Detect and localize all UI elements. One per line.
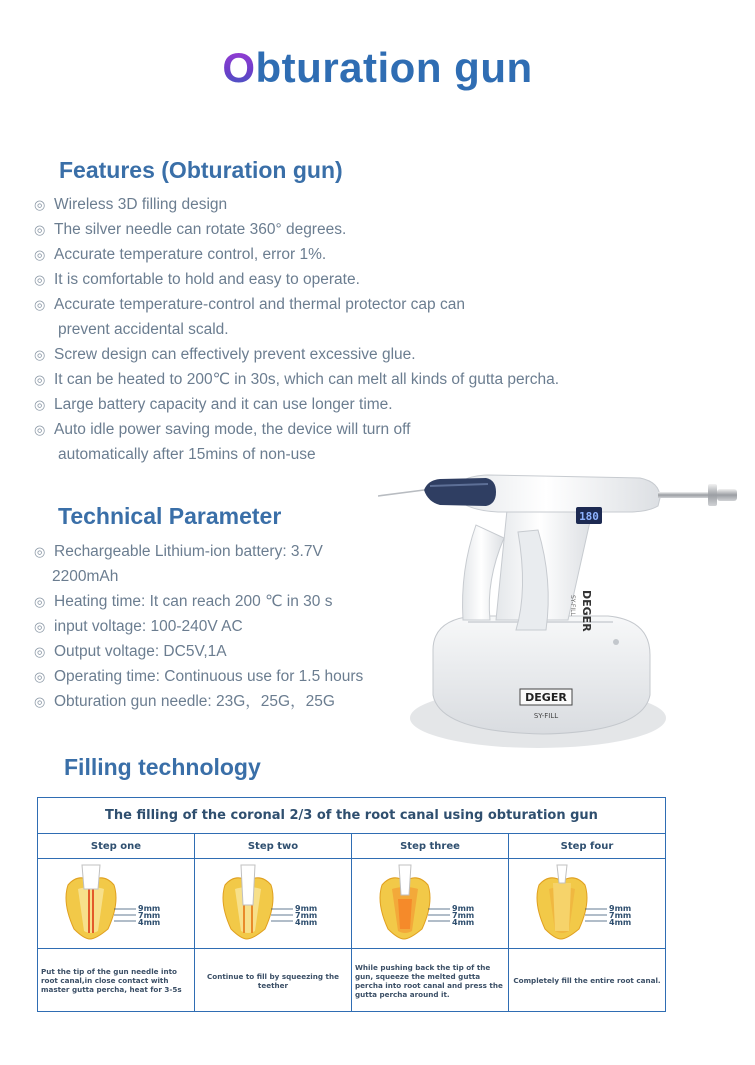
circle-bullet-icon: ◎ xyxy=(34,197,46,212)
circle-bullet-icon: ◎ xyxy=(34,397,46,412)
title-first-letter: O xyxy=(222,44,256,91)
list-item: ◎ Accurate temperature-control and thermal protector cap can xyxy=(34,292,559,317)
features-list xyxy=(34,192,559,467)
depth-label: 9mm xyxy=(138,904,161,913)
step-description: While pushing back the tip of the gun, squeeze the melted gutta percha into root canal and press the gutta percha around it. xyxy=(355,962,503,999)
step-name: Step four xyxy=(509,834,665,859)
step-name: Step two xyxy=(195,834,351,859)
list-item: ◎ The silver needle can rotate 360° degrees. xyxy=(34,217,559,242)
depth-label: 4mm xyxy=(138,918,161,927)
tooth-diagram-image xyxy=(38,859,195,949)
step-column xyxy=(509,834,665,1012)
tooth-diagram xyxy=(352,859,508,949)
circle-bullet-icon: ◎ xyxy=(34,422,46,437)
list-item: ◎ Screw design can effectively prevent excessive glue. xyxy=(34,342,559,367)
tooth-diagram xyxy=(38,859,194,949)
circle-bullet-icon: ◎ xyxy=(34,222,46,237)
obturation-gun-image xyxy=(378,470,748,760)
steps-table-title: The filling of the coronal 2/3 of the root canal using obturation gun xyxy=(38,798,665,834)
list-item: ◎ input voltage: 100-240V AC xyxy=(34,614,363,639)
base-brand-label: DEGER xyxy=(525,691,567,704)
list-item: ◎ It can be heated to 200℃ in 30s, which can melt all kinds of gutta percha. xyxy=(34,367,559,392)
list-item: ◎ Accurate temperature control, error 1%. xyxy=(34,242,559,267)
circle-bullet-icon: ◎ xyxy=(34,347,46,362)
tooth-diagram xyxy=(195,859,351,949)
tooth-diagram-image xyxy=(509,859,666,949)
page-title xyxy=(0,44,755,92)
depth-label: 4mm xyxy=(295,918,318,927)
list-item: ◎ Rechargeable Lithium-ion battery: 3.7V xyxy=(34,539,363,564)
circle-bullet-icon: ◎ xyxy=(34,247,46,262)
handle-model-label: SY-FILL xyxy=(569,595,576,616)
base-model-label: SY-FILL xyxy=(533,712,559,720)
depth-label: 7mm xyxy=(138,911,161,920)
circle-bullet-icon: ◎ xyxy=(34,272,46,287)
step-description: Completely fill the entire root canal. xyxy=(513,976,661,985)
depth-label: 4mm xyxy=(452,918,475,927)
step-column xyxy=(38,834,195,1012)
circle-bullet-icon: ◎ xyxy=(34,544,46,559)
list-item: ◎ It is comfortable to hold and easy to operate. xyxy=(34,267,559,292)
list-item: ◎ Large battery capacity and it can use longer time. xyxy=(34,392,559,417)
step-description: Put the tip of the gun needle into root canal,in close contact with master gutta percha, heat for 3-5s xyxy=(41,967,182,994)
list-item: ◎ Auto idle power saving mode, the device will turn off xyxy=(34,417,559,442)
list-item: ◎ Operating time: Continuous use for 1.5 hours xyxy=(34,664,363,689)
tooth-diagram-image xyxy=(195,859,352,949)
list-item: ◎ Output voltage: DC5V,1A xyxy=(34,639,363,664)
list-item-continuation: prevent accidental scald. xyxy=(58,321,229,338)
circle-bullet-icon: ◎ xyxy=(34,297,46,312)
filling-heading: Filling technology xyxy=(64,754,261,780)
step-description: Continue to fill by squeezing the teether xyxy=(207,971,339,990)
technical-list xyxy=(34,539,363,714)
tooth-diagram-image xyxy=(352,859,509,949)
step-column xyxy=(352,834,509,1012)
step-column xyxy=(195,834,352,1012)
list-item: ◎ Wireless 3D filling design xyxy=(34,192,559,217)
depth-label: 7mm xyxy=(452,911,475,920)
depth-label: 9mm xyxy=(452,904,475,913)
list-item-continuation: automatically after 15mins of non-use xyxy=(58,446,316,463)
list-item-continuation: 2200mAh xyxy=(52,568,119,585)
depth-label: 7mm xyxy=(295,911,318,920)
step-name: Step one xyxy=(38,834,194,859)
depth-label: 4mm xyxy=(609,918,632,927)
list-item: ◎ Heating time: It can reach 200 ℃ in 30 s xyxy=(34,589,363,614)
handle-brand-label: DEGER xyxy=(580,590,593,632)
steps-row xyxy=(38,834,665,1012)
title-rest: bturation gun xyxy=(255,44,533,91)
features-heading: Features (Obturation gun) xyxy=(59,157,343,183)
steps-table xyxy=(37,797,666,1012)
temperature-display: 180 xyxy=(579,510,599,523)
tooth-diagram xyxy=(509,859,665,949)
list-item: ◎ Obturation gun needle: 23G，25G，25G xyxy=(34,689,363,714)
technical-heading: Technical Parameter xyxy=(58,503,282,529)
circle-bullet-icon: ◎ xyxy=(34,644,46,659)
circle-bullet-icon: ◎ xyxy=(34,372,46,387)
circle-bullet-icon: ◎ xyxy=(34,619,46,634)
circle-bullet-icon: ◎ xyxy=(34,694,46,709)
circle-bullet-icon: ◎ xyxy=(34,669,46,684)
depth-label: 9mm xyxy=(295,904,318,913)
depth-label: 9mm xyxy=(609,904,632,913)
circle-bullet-icon: ◎ xyxy=(34,594,46,609)
step-name: Step three xyxy=(352,834,508,859)
depth-label: 7mm xyxy=(609,911,632,920)
